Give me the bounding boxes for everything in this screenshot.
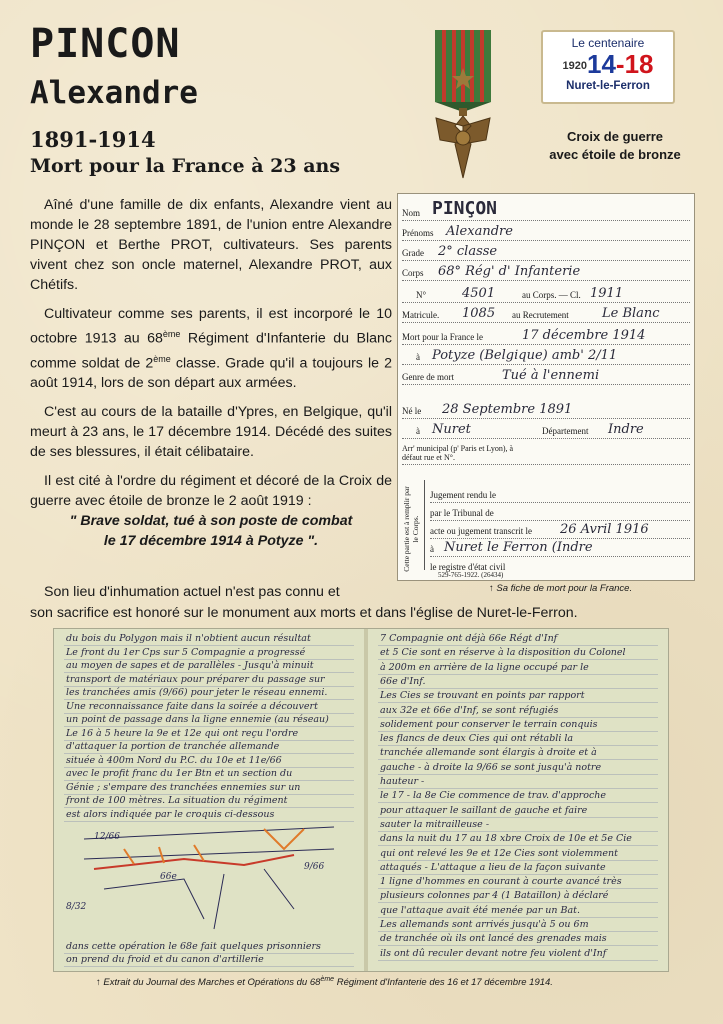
journal-handwritten-line: tranchée allemande sont élargis à droite et à: [380, 747, 597, 759]
journal-handwritten-line: du bois du Polygon mais il n'obtient aucun résultat: [66, 633, 311, 644]
journal-handwritten-line: 1 ligne d'hommes en courant à courte avancé très: [380, 876, 622, 888]
sketch-label-9-66: 9/66: [304, 862, 325, 872]
journal-handwritten-line: dans cette opération le 68e fait quelques prisonniers: [66, 941, 321, 952]
fiche-value-genre: Tué à l'ennemi: [502, 368, 600, 383]
journal-ruling-line: [378, 674, 658, 675]
centenaire-14: 14: [586, 49, 616, 79]
fiche-label-departement: Département: [542, 426, 589, 436]
journal-handwritten-line: le 17 - la 8e Cie commence de trav. d'approche: [380, 790, 607, 802]
journal-ruling-line: [378, 717, 658, 718]
fiche-label-jugement: Jugement rendu le: [430, 490, 496, 500]
fiche-value-corps: 68° Rég' d' Infanterie: [438, 264, 581, 279]
journal-ruling-line: [378, 788, 658, 789]
bio-p2-part-b: Régiment d'Infanterie du Blanc comme soldat de 2: [30, 330, 392, 372]
journal-ruling-line: [378, 645, 658, 646]
fiche-label-grade: Grade: [402, 248, 424, 258]
sketch-label-66: 66e: [160, 872, 177, 882]
fiche-value-mort-lieu: Potyze (Belgique) amb' 2/11: [432, 348, 618, 363]
fiche-label-genre: Genre de mort: [402, 372, 454, 382]
journal-handwritten-line: et 5 Cie sont en réserve à la disposition du Colonel: [380, 647, 626, 659]
bio-paragraph-1: Aîné d'une famille de dix enfants, Alexandre vient au monde le 28 septembre 1891, de l'union entre Alexandre PINÇON et Berthe PROT, cultivateurs. Ses parents vivent chez son oncle maternel, Alexandre PROT, aux Chétifs.: [30, 197, 392, 293]
fiche-label-a-3: à: [430, 544, 434, 554]
battle-sketch-map: [64, 819, 354, 939]
centenaire-town: Nuret-le-Ferron: [566, 80, 650, 93]
journal-ruling-line: [378, 659, 658, 660]
journal-ruling-line: [378, 945, 658, 946]
journal-handwritten-line: 66e d'Inf.: [380, 675, 426, 687]
journal-ruling-line: [378, 860, 658, 861]
journal-handwritten-line: hauteur -: [380, 776, 425, 787]
fiche-value-classe: 1911: [590, 286, 624, 301]
journal-handwritten-line: gauche - à droite la 9/66 se sont jusqu'à notre: [380, 761, 602, 773]
fiche-label-prenoms: Prénoms: [402, 228, 434, 238]
journal-ruling-line: [378, 902, 658, 903]
fiche-value-recrutement-place: Le Blanc: [602, 306, 660, 321]
centenaire-18: 18: [624, 49, 654, 79]
bio-paragraph-3: C'est au cours de la bataille d'Ypres, en Belgique, qu'il meurt à 23 ans, le 17 décembre 1914. Décédé des suites de ses blessures, il était célibataire.: [30, 404, 392, 461]
journal-handwritten-line: on prend du froid et du canon d'artillerie: [66, 954, 264, 965]
fiche-label-tribunal: par le Tribunal de: [430, 508, 494, 518]
journal-handwritten-line: pour attaquer le saillant de gauche et faire: [380, 804, 588, 816]
journal-handwritten-line: Les Cies se trouvant en points par rapport: [380, 690, 585, 702]
journal-ruling-line: [378, 874, 658, 875]
fiche-value-transcrit-lieu: Nuret le Ferron (Indre: [444, 540, 593, 555]
journal-handwritten-line: dans la nuit du 17 au 18 xbre Croix de 10e et 5e Cie: [380, 833, 632, 845]
fiche-label-registre: le registre d'état civil: [430, 562, 506, 572]
centenaire-label: Le centenaire: [571, 36, 645, 50]
journal-ruling-line: [378, 917, 658, 918]
journal-handwritten-line: un point de passage dans la ligne ennemie (au réseau): [66, 714, 329, 725]
citation-line-2: le 17 décembre 1914 à Potyze ".: [103, 533, 319, 550]
journal-handwritten-line: solidement pour conserver le terrain conquis: [380, 718, 598, 730]
citation-line-1: " Brave soldat, tué à son poste de combat: [69, 513, 353, 530]
bio-paragraph-4: Il est cité à l'ordre du régiment et décoré de la Croix de guerre avec étoile de bronze le 2 août 1919 :: [30, 473, 392, 510]
journal-caption-a: ↑ Extrait du Journal des Marches et Opérations du 68: [96, 977, 321, 989]
journal-handwritten-line: plusieurs colonnes par 4 (1 Bataillon) à déclaré: [380, 890, 609, 902]
bio-p2-sup: ème: [162, 329, 181, 339]
centenaire-logo: [541, 30, 675, 104]
fiche-footer: 529-765-1922. (26434): [438, 571, 504, 579]
biography-text: [30, 195, 392, 560]
journal-handwritten-line: aux 32e et 66e d'Inf, se sont réfugiés: [380, 704, 559, 716]
bio-p2-part-a: Cultivateur comme ses parents, il est incorporé le 10 octobre 1913 au 68: [30, 306, 392, 347]
journal-ruling-line: [378, 702, 658, 703]
journal-handwritten-line: Une reconnaissance faite dans la soirée a découvert: [66, 700, 318, 712]
journal-ruling-line: [378, 802, 658, 803]
fiche-label-acte: acte ou jugement transcrit le: [430, 526, 532, 536]
fiche-label-corps: Corps: [402, 268, 424, 278]
fiche-label-no: N°: [416, 290, 427, 300]
journal-handwritten-line: que l'attaque avait été menée par un Bat.: [380, 904, 581, 916]
bio-paragraph-5-line-1: Son lieu d'inhumation actuel n'est pas connu et: [44, 584, 340, 600]
fiche-value-departement: Indre: [608, 422, 644, 437]
surname-title: PINCON: [30, 21, 181, 67]
bio-p2-sup2: ème: [153, 353, 171, 364]
centenaire-years: [543, 50, 673, 80]
journal-ruling-line: [378, 759, 658, 760]
death-subtitle: Mort pour la France à 23 ans: [30, 155, 341, 177]
bio-paragraph-5-line-2: son sacrifice est honoré sur le monument aux morts et dans l'église de Nuret-le-Ferron.: [30, 605, 578, 621]
journal-ruling-line: [378, 888, 658, 889]
citation-quote: [30, 511, 392, 551]
journal-ruling-line: [378, 731, 658, 732]
fiche-caption: ↑ Sa fiche de mort pour la France.: [489, 583, 633, 594]
fiche-value-mort-date: 17 décembre 1914: [522, 328, 646, 343]
journal-handwritten-line: d'attaquer la portion de tranchée allemande: [66, 741, 280, 752]
life-dates: 1891-1914: [30, 127, 156, 152]
bio-p2-part-c: classe. Grade qu'il a toujours le 2 août 1914, lors de son départ aux armées.: [30, 355, 392, 392]
journal-ruling-line: [378, 931, 658, 932]
journal-ruling-line: [378, 831, 658, 832]
journal-ruling-line: [64, 966, 354, 967]
croix-de-guerre-medal-icon: [428, 30, 498, 180]
journal-caption-sup: ème: [320, 976, 335, 983]
medal-caption: [530, 128, 700, 164]
journal-right-page: [368, 629, 668, 971]
journal-ruling-line: [378, 845, 658, 846]
centenaire-small-years: 1920: [562, 60, 587, 73]
bio-paragraph-2: [30, 304, 392, 393]
fiche-value-prenoms: Alexandre: [446, 224, 513, 239]
journal-caption-b: Régiment d'Infanterie des 16 et 17 décembre 1914.: [334, 977, 553, 989]
fiche-label-a: à: [416, 352, 420, 362]
journal-ruling-line: [378, 817, 658, 818]
fiche-label-cl: Cl.: [570, 290, 581, 300]
fiche-label-au-recrutement: au Recrutement: [512, 310, 569, 320]
journal-extract: [53, 628, 669, 972]
journal-handwritten-line: sauter la mitrailleuse -: [380, 818, 490, 830]
journal-handwritten-line: transport de matériaux pour préparer du passage sur: [66, 673, 325, 685]
journal-handwritten-line: les flancs de deux Cies qui ont rétabli la: [380, 733, 574, 745]
death-record-card: [397, 193, 695, 581]
fiche-value-grade: 2° classe: [438, 244, 498, 259]
fiche-label-nom: Nom: [402, 208, 420, 218]
journal-handwritten-line: 7 Compagnie ont déjà 66e Régt d'Inf: [380, 633, 558, 644]
journal-handwritten-line: Les allemands sont arrivés jusqu'à 5 ou 6m: [380, 919, 589, 930]
journal-handwritten-line: Le 16 à 5 heure la 9e et 12e qui ont reçu l'ordre: [66, 727, 299, 739]
journal-handwritten-line: Le front du 1er Cps sur 5 Compagnie a progressé: [66, 646, 306, 658]
journal-ruling-line: [378, 688, 658, 689]
fiche-label-mort-pour: Mort pour la France le: [402, 332, 483, 342]
journal-handwritten-line: Génie ; s'empare des tranchées ennemies sur un: [66, 781, 301, 793]
fiche-label-arr: Arr' municipal (p' Paris et Lyon), à défaut rue et N°.: [402, 444, 514, 462]
fiche-value-nom: PINÇON: [432, 198, 498, 219]
journal-ruling-line: [378, 960, 658, 961]
journal-handwritten-line: attaqués - L'attaque a lieu de la façon suivante: [380, 861, 606, 873]
centenaire-dash: -: [615, 49, 625, 79]
journal-handwritten-line: est alors indiquée par le croquis ci-dessous: [66, 808, 275, 820]
medal-caption-line2: avec étoile de bronze: [549, 147, 681, 162]
medal-caption-line1: Croix de guerre: [566, 129, 664, 144]
fiche-label-ne-le: Né le: [402, 406, 422, 416]
fiche-label-a-2: à: [416, 426, 420, 436]
fiche-side-note: Cette partie est à remplir par le Corps.: [402, 486, 420, 572]
fiche-value-ne-date: 28 Septembre 1891: [442, 402, 573, 417]
fiche-label-matricule: Matricule.: [402, 310, 440, 320]
journal-handwritten-line: ils ont dû reculer devant notre feu violent d'Inf: [380, 947, 607, 959]
journal-handwritten-line: de tranchée où ils ont lancé des grenades mais: [380, 933, 607, 945]
journal-handwritten-line: les tranchées amis (9/66) pour jeter le réseau ennemi.: [66, 687, 328, 698]
journal-handwritten-line: front de 100 mètres. La situation du régiment: [66, 795, 288, 806]
fiche-value-no-corps: 4501: [462, 286, 496, 301]
journal-handwritten-line: au moyen de sapes et de parallèles - Jusqu'à minuit: [66, 660, 314, 671]
fiche-value-transcrit: 26 Avril 1916: [560, 522, 649, 537]
sketch-label-12-66: 12/66: [94, 832, 120, 842]
journal-ruling-line: [378, 745, 658, 746]
fiche-value-ne-lieu: Nuret: [432, 422, 471, 437]
fiche-label-au-corps: au Corps. —: [522, 290, 568, 300]
journal-handwritten-line: qui ont relevé les 9e et 12e Cies sont violemment: [380, 847, 618, 859]
fiche-value-recrutement: 1085: [462, 306, 496, 321]
sketch-label-8-32: 8/32: [66, 902, 87, 912]
journal-handwritten-line: à 200m en arrière de la ligne occupé par le: [380, 661, 589, 673]
journal-caption: [96, 976, 553, 988]
journal-handwritten-line: avec le profit franc du 1er Btn et un section du: [66, 768, 293, 779]
journal-ruling-line: [378, 774, 658, 775]
journal-handwritten-line: située à 400m Nord du P.C. du 10e et 11e/66: [66, 754, 282, 766]
firstname-title: Alexandre: [30, 75, 198, 111]
